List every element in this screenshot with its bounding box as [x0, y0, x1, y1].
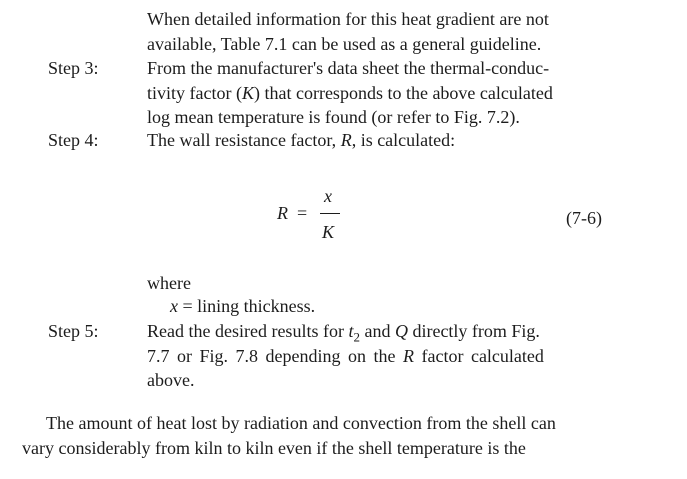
equation-numerator: x: [324, 186, 332, 206]
step-3-line-2: [147, 82, 553, 104]
step-4-text-pre: The wall resistance factor,: [147, 130, 341, 150]
step-3-line-1: From the manufacturer's data sheet the thermal-conduc-: [147, 58, 550, 78]
step-5-sub-2: 2: [353, 329, 360, 345]
step-3-line-2-post: ) that corresponds to the above calculated: [253, 83, 553, 103]
step-5-line-1-pre: Read the desired results for: [147, 321, 349, 341]
step-5-line-1-mid: and: [359, 321, 395, 341]
step-4-text-post: , is calculated:: [351, 130, 456, 150]
step-3-line-3: log mean temperature is found (or refer to Fig. 7.2).: [147, 107, 520, 127]
step-4-label: Step 4:: [48, 130, 99, 150]
step-5-var-t: t: [348, 321, 354, 341]
step-5-line-1-post: directly from Fig.: [407, 321, 540, 341]
where-definition: [170, 295, 315, 317]
step-5-line-2: [147, 345, 544, 367]
step-5-line-2-pre: 7.7 or Fig. 7.8 depending on the: [147, 346, 403, 366]
equation-lhs: R: [277, 203, 288, 223]
equation-number: (7-6): [566, 208, 602, 228]
paragraph-line-1: The amount of heat lost by radiation and convection from the shell can: [46, 413, 556, 433]
paragraph-line-2: vary considerably from kiln to kiln even if the shell temperature is the: [22, 438, 526, 458]
step-3-var-k: K: [241, 83, 254, 103]
step-4-var-r: R: [340, 130, 352, 150]
where-label: where: [147, 273, 191, 293]
step-5-label: Step 5:: [48, 321, 99, 341]
step-5-var-q: Q: [394, 321, 408, 341]
fraction-bar: [320, 213, 340, 214]
equation-equals: =: [297, 203, 308, 223]
step-3-label: Step 3:: [48, 58, 99, 78]
where-def-text: = lining thickness.: [178, 296, 316, 316]
intro-line-1: When detailed information for this heat gradient are not: [147, 9, 549, 29]
step-4-text: [147, 129, 455, 151]
step-5-var-r: R: [402, 346, 414, 366]
where-var-x: x: [170, 296, 178, 316]
equation-denominator: K: [322, 222, 335, 242]
step-5-line-3: above.: [147, 370, 195, 390]
step-5-line-2-post: factor calculated: [413, 346, 544, 366]
step-3-line-2-pre: tivity factor (: [147, 83, 242, 103]
intro-line-2: available, Table 7.1 can be used as a general guideline.: [147, 34, 542, 54]
